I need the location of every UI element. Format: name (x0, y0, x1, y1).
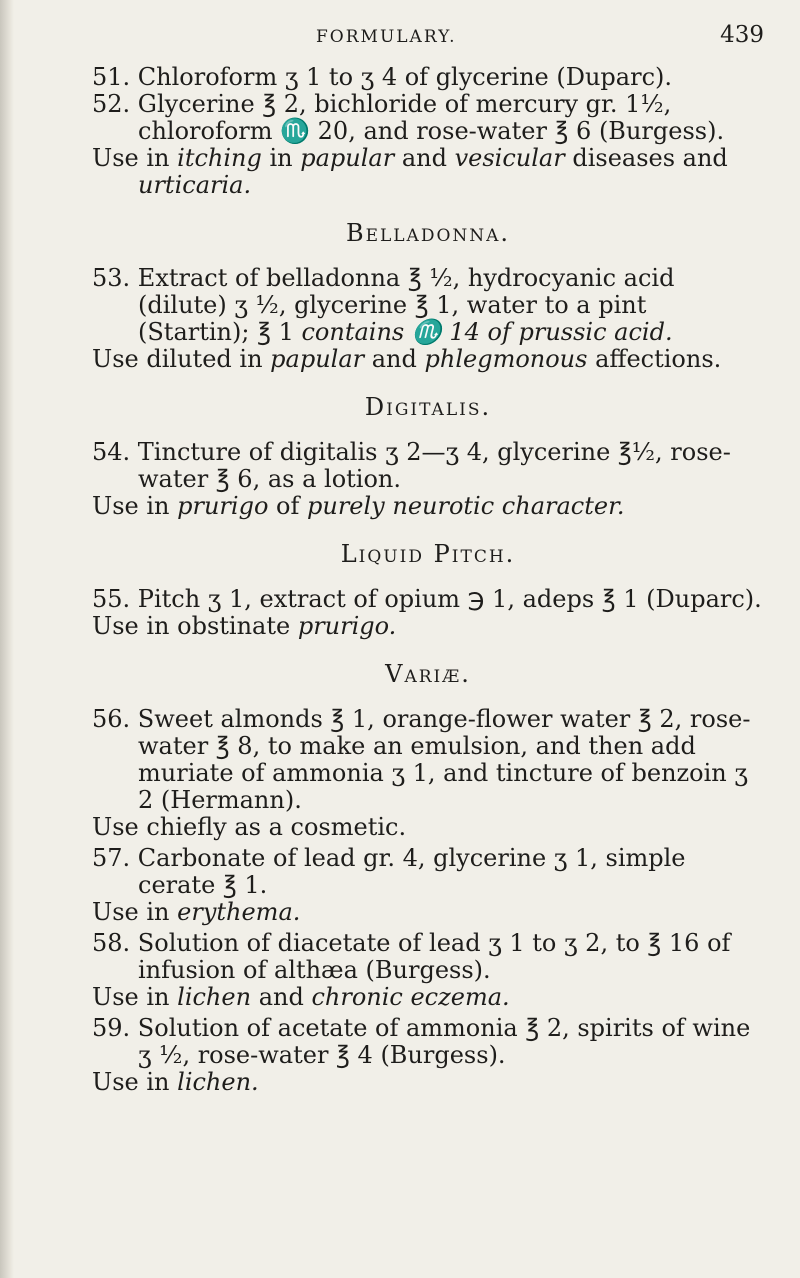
formula-entry: 57. Carbonate of lead gr. 4, glycerine ʒ 1, simple cerate ℥ 1. (92, 844, 686, 899)
italic-run: papular (300, 144, 395, 172)
page-number: 439 (720, 22, 764, 48)
usage-note (92, 145, 764, 199)
text-run: in (261, 144, 301, 172)
formula-entry: 52. Glycerine ℥ 2, bichloride of mercury gr. 1½, chloroform ♏ 20, and rose-water ℥ 6 (Burgess). (92, 90, 725, 145)
usage-note (92, 899, 764, 926)
text-run: Use in (92, 492, 178, 520)
usage-note (92, 984, 764, 1011)
text-run: and (364, 345, 425, 373)
formula-entry: 58. Solution of diacetate of lead ʒ 1 to ʒ 2, to ℥ 16 of infusion of althæa (Burgess). (92, 929, 731, 984)
formula-entry: 56. Sweet almonds ℥ 1, orange-flower water ℥ 2, rose-water ℥ 8, to make an emulsion, and then add muriate of ammonia ʒ 1, and tincture of benzoin ʒ 2 (Hermann). (92, 705, 751, 814)
italic-run: erythema. (177, 898, 301, 926)
italic-run: contains ♏ 14 of prussic acid. (301, 318, 673, 346)
page-content (92, 64, 764, 1096)
formula-entry: 51. Chloroform ʒ 1 to ʒ 4 of glycerine (Duparc). (92, 63, 673, 91)
section-heading: Liquid Pitch. (340, 540, 516, 568)
italic-run: lichen (177, 983, 252, 1011)
text-run: 53. Extract of belladonna ℥ ½, hydrocyanic acid (dilute) ʒ ½, glycerine ℥ 1, water to a pint (Startin); ℥ 1 (92, 264, 675, 346)
text-run: diseases and (564, 144, 728, 172)
text-run: Use chiefly as a cosmetic. (92, 813, 407, 841)
italic-run: prurigo. (297, 612, 397, 640)
usage-note (92, 1069, 764, 1096)
formula-entry (92, 265, 764, 346)
text-run: affections. (587, 345, 722, 373)
running-head (316, 22, 764, 48)
text-run: and (394, 144, 455, 172)
running-head-title: FORMULARY. (316, 27, 457, 47)
italic-run: chronic eczema. (311, 983, 510, 1011)
section-heading: Belladonna. (345, 219, 511, 247)
formula-entry: 54. Tincture of digitalis ʒ 2—ʒ 4, glycerine ℥½, rose-water ℥ 6, as a lotion. (92, 438, 731, 493)
italic-run: vesicular (454, 144, 565, 172)
text-run: of (268, 492, 307, 520)
page-gutter-shadow (0, 0, 14, 1278)
italic-run: purely neurotic character. (307, 492, 625, 520)
text-run: and (251, 983, 312, 1011)
book-page (92, 22, 764, 1100)
usage-note (92, 814, 764, 841)
text-run: Use in (92, 983, 178, 1011)
formula-entry: 55. Pitch ʒ 1, extract of opium ℈ 1, adeps ℥ 1 (Duparc). (92, 585, 762, 613)
formula-entry: 59. Solution of acetate of ammonia ℥ 2, spirits of wine ʒ ½, rose-water ℥ 4 (Burgess). (92, 1014, 751, 1069)
usage-note (92, 346, 764, 373)
italic-run: papular (270, 345, 365, 373)
text-run: Use in (92, 898, 178, 926)
italic-run: itching (177, 144, 262, 172)
italic-run: prurigo (177, 492, 269, 520)
italic-run: urticaria. (138, 171, 252, 199)
section-heading: Digitalis. (364, 393, 492, 421)
text-run: Use in (92, 1068, 178, 1096)
section-heading: Variæ. (385, 660, 471, 688)
italic-run: lichen. (177, 1068, 259, 1096)
text-run: Use in (92, 144, 178, 172)
text-run: Use diluted in (92, 345, 271, 373)
usage-note (92, 613, 764, 640)
text-run: Use in obstinate (92, 612, 298, 640)
usage-note (92, 493, 764, 520)
italic-run: phlegmonous (424, 345, 588, 373)
